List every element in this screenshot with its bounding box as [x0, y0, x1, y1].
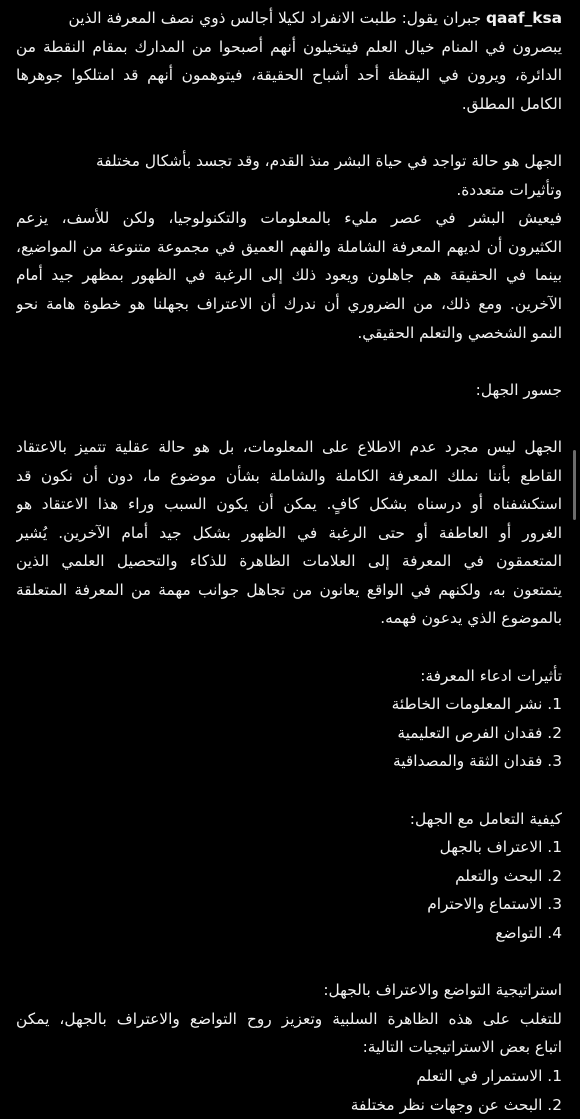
caption-line: وتأثيرات متعددة.: [456, 180, 562, 199]
caption-line: الجهل هو حالة تواجد في حياة البشر منذ القدم، وقد تجسد بأشكال مختلفة: [96, 151, 562, 170]
caption-text-start: جبران يقول: طلبت الانفراد لكيلا أجالس ذوي نصف المعرفة الذين: [68, 9, 482, 27]
list-item: 4. التواضع: [495, 924, 562, 942]
caption-line: الآخرين. ومع ذلك، من الضروري أن ندرك أن الاعتراف بجهلنا هو خطوة هامة نحو: [16, 294, 562, 313]
section-heading-dealing: كيفية التعامل مع الجهل:: [409, 809, 562, 828]
post-caption: [16, 4, 562, 1119]
list-item: 1. الاستمرار في التعلم: [416, 1066, 562, 1085]
caption-line: الكثيرون أن لديهم المعرفة الشاملة والفهم العميق في مجموعة متنوعة من المواضيع،: [16, 237, 562, 256]
caption-line: النمو الشخصي والتعلم الحقيقي.: [357, 323, 562, 342]
caption-line: المتعمقون في المعرفة إلى العلامات الظاهرة للذكاء والتحصيل العلمي الذين: [16, 552, 562, 571]
paragraph-gap: [16, 118, 562, 147]
section-heading-strategy: استراتيجية التواضع والاعتراف بالجهل:: [323, 981, 562, 1000]
scrollbar-thumb[interactable]: [573, 450, 576, 520]
caption-line: الدائرة، ويرون في اليقظة أحد أشباح الحقيقة، فيتوهمون أنهم قد امتلكوا جوهرها: [16, 66, 562, 85]
caption-line: القاطع بأننا نملك المعرفة الكاملة والشاملة بشأن موضوع ما، دون أن نكون قد: [16, 466, 562, 485]
username-link[interactable]: qaaf_ksa: [486, 9, 562, 27]
list-item: 3. الاستماع والاحترام: [427, 895, 562, 914]
paragraph-gap: [16, 347, 562, 376]
paragraph-gap: [16, 948, 562, 977]
paragraph-gap: [16, 404, 562, 433]
caption-line: يبصرون في المنام خيال العلم فيتخيلون أنهم أصبحوا من المدارك بمقام النقطة من: [16, 37, 562, 56]
caption-line: الغرور أو العاطفة أو حتى الرغبة في الظهور بشكل جيد أمام الآخرين. يُشير: [16, 523, 562, 542]
caption-line: اتباع بعض الاستراتيجيات التالية:: [362, 1038, 562, 1057]
caption-line: بينما في الحقيقة هم جاهلون ويعود ذلك إلى الرغبة في الظهور بمظهر جيد أمام: [16, 266, 562, 285]
list-item: 1. الاعتراف بالجهل: [439, 838, 562, 857]
list-item: 3. فقدان الثقة والمصداقية: [392, 752, 562, 771]
caption-line: استكشفناه أو درسناه بشكل كافٍ. يمكن أن يكون السبب وراء هذا الاعتقاد هو: [16, 495, 562, 514]
caption-line: يتمتعون به، ولكنهم في الواقع يعانون من تجاهل جوانب مهمة من المعرفة المتعلقة: [16, 580, 562, 599]
paragraph-gap: [16, 776, 562, 805]
caption-line: الكامل المطلق.: [461, 94, 562, 113]
list-item: 1. نشر المعلومات الخاطئة: [391, 695, 562, 714]
caption-line: فيعيش البشر في عصر مليء بالمعلومات والتكنولوجيا، ولكن للأسف، يزعم: [16, 209, 562, 228]
list-item: 2. فقدان الفرص التعليمية: [397, 723, 562, 742]
list-item: 2. البحث والتعلم: [455, 866, 562, 885]
list-item: 2. البحث عن وجهات نظر مختلفة: [350, 1095, 562, 1114]
paragraph-gap: [16, 633, 562, 662]
section-heading-effects: تأثيرات ادعاء المعرفة:: [420, 666, 562, 685]
caption-line: بالموضوع الذي يدعون فهمه.: [380, 609, 562, 628]
caption-first-line: [16, 4, 562, 33]
section-heading-bridges: جسور الجهل:: [475, 380, 562, 399]
caption-line: للتغلب على هذه الظاهرة السلبية وتعزيز روح التواضع والاعتراف بالجهل، يمكن: [16, 1009, 562, 1028]
caption-line: الجهل ليس مجرد عدم الاطلاع على المعلومات، بل هو حالة عقلية تتميز بالاعتقاد: [16, 437, 562, 456]
